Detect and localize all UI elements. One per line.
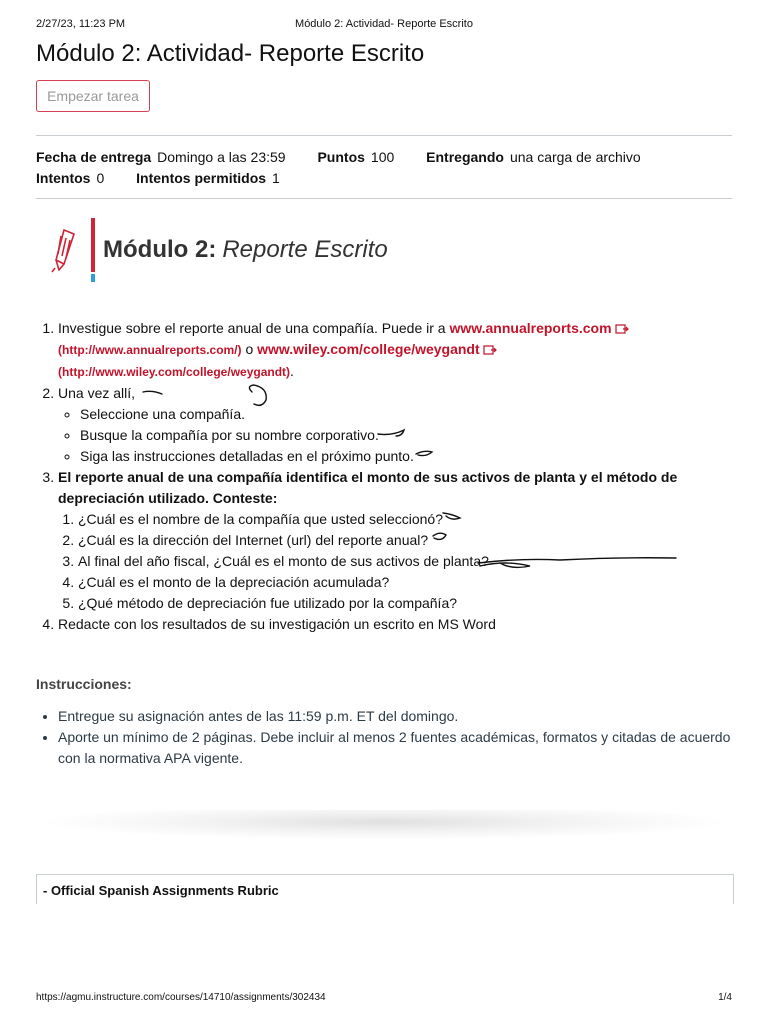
submitting-value: una carga de archivo xyxy=(509,149,641,165)
step-2-text: Una vez allí, xyxy=(58,385,136,401)
step-1-text: Investigue sobre el reporte anual de una compañía. Puede ir a xyxy=(58,320,450,336)
question-item: 2. ¿Cuál es la dirección del Internet (url) del reporte anual? xyxy=(78,530,736,551)
due-value: Domingo a las 23:59 xyxy=(157,149,286,165)
step-1-or: o xyxy=(241,341,258,357)
pencil-icon xyxy=(50,226,82,274)
page-title: Módulo 2: Actividad- Reporte Escrito xyxy=(36,40,425,67)
module-banner xyxy=(50,218,550,282)
wiley-link[interactable]: www.wiley.com/college/weygandt xyxy=(257,341,480,357)
points-value: 100 xyxy=(370,149,395,165)
rubric-title: - Official Spanish Assignments Rubric xyxy=(43,883,279,898)
attempts-value: 0 xyxy=(96,170,105,186)
allowed-attempts-label: Intentos permitidos xyxy=(136,170,267,186)
external-link-icon[interactable] xyxy=(483,344,497,356)
banner-title xyxy=(103,236,388,264)
assignment-details-row-1 xyxy=(36,149,641,165)
print-datetime: 2/27/23, 11:23 PM xyxy=(36,18,126,30)
footer-url: https://agmu.instructure.com/courses/14710/assignments/302434 xyxy=(36,992,326,1003)
due-label: Fecha de entrega xyxy=(36,149,152,165)
list-item: • Aporte un mínimo de 2 páginas. Debe incluir al menos 2 fuentes académicas, formatos y citadas de acuerdo con la normativa APA vigente. xyxy=(58,727,736,769)
assignment-body xyxy=(36,318,736,635)
step-4 xyxy=(58,614,736,635)
step-3 xyxy=(58,467,736,614)
step-3-text: El reporte anual de una compañía identifica el monto de sus activos de planta y el método de depreciación utilizado. Conteste: xyxy=(58,469,678,506)
submitting-label: Entregando xyxy=(426,149,504,165)
question-item: 3. Al final del año fiscal, ¿Cuál es el monto de sus activos de planta? xyxy=(78,551,736,572)
list-item: ◦ Busque la compañía por su nombre corporativo. xyxy=(80,425,736,446)
annualreports-link[interactable]: www.annualreports.com xyxy=(449,320,612,336)
allowed-attempts-value: 1 xyxy=(272,170,280,186)
section-shadow-divider xyxy=(36,810,732,840)
steps-list xyxy=(36,318,736,635)
print-title: Módulo 2: Actividad- Reporte Escrito xyxy=(295,18,473,30)
wiley-url-link[interactable]: (http://www.wiley.com/college/weygandt) xyxy=(58,365,291,379)
assignment-details-row-2 xyxy=(36,170,280,186)
divider xyxy=(36,135,732,136)
start-assignment-button[interactable]: Empezar tarea xyxy=(36,80,150,112)
external-link-icon[interactable] xyxy=(615,323,629,335)
step-2 xyxy=(58,383,736,467)
attempts-label: Intentos xyxy=(36,170,91,186)
step-4-text: Redacte con los resultados de su investigación un escrito en MS Word xyxy=(58,616,496,632)
question-item: 4. ¿Cuál es el monto de la depreciación acumulada? xyxy=(78,572,736,593)
step-2-sublist xyxy=(58,404,736,467)
banner-blue-bar xyxy=(91,274,95,282)
list-item: ◦ Siga las instrucciones detalladas en el próximo punto. xyxy=(80,446,736,467)
footer-page-number: 1/4 xyxy=(718,992,732,1003)
annualreports-url-link[interactable]: (http://www.annualreports.com/) xyxy=(58,343,242,357)
list-item: • Entregue su asignación antes de las 11:59 p.m. ET del domingo. xyxy=(58,706,736,727)
step-1-end: . xyxy=(290,363,294,379)
step-1 xyxy=(58,318,736,383)
question-item: 1. ¿Cuál es el nombre de la compañía que usted seleccionó? xyxy=(78,509,736,530)
banner-title-italic: Reporte Escrito xyxy=(222,236,388,263)
instructions-heading: Instrucciones: xyxy=(36,676,132,692)
divider xyxy=(36,198,732,199)
rubric-box xyxy=(36,874,734,904)
banner-red-bar xyxy=(91,218,95,272)
question-item: 5. ¿Qué método de depreciación fue utilizado por la compañía? xyxy=(78,593,736,614)
step-3-questions xyxy=(58,509,736,614)
points-label: Puntos xyxy=(317,149,365,165)
instructions-list xyxy=(36,706,736,769)
list-item: ◦ Seleccione una compañía. xyxy=(80,404,736,425)
banner-title-bold: Módulo 2: xyxy=(103,236,217,263)
